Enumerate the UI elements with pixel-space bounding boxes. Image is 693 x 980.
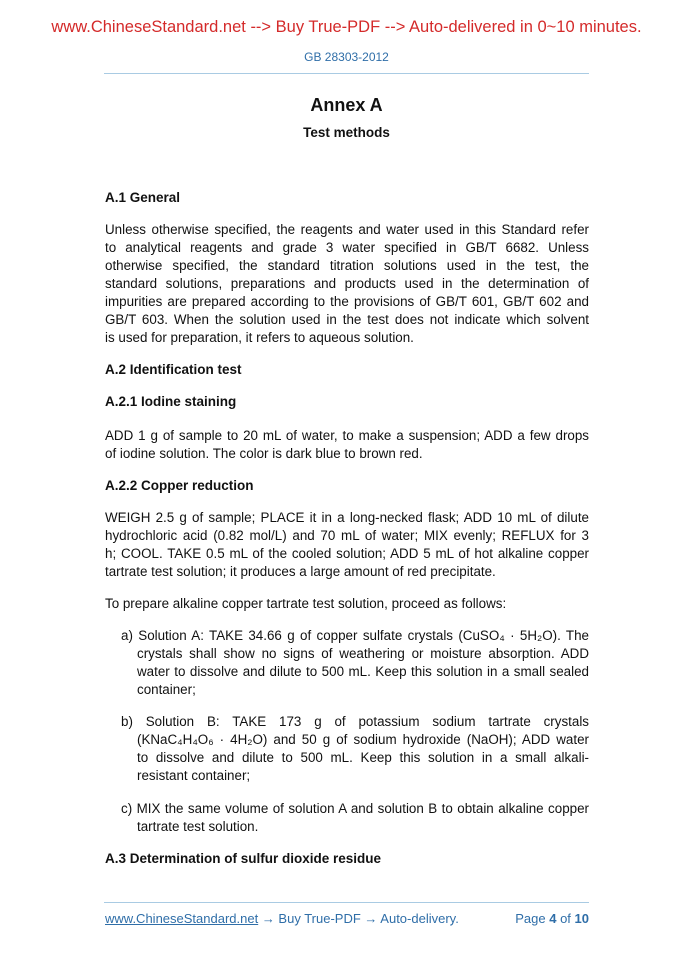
footer-divider — [104, 902, 589, 903]
page-current: 4 — [549, 911, 557, 926]
footer — [105, 911, 589, 926]
list-item-b — [121, 713, 589, 785]
paragraph-prepare — [105, 595, 589, 613]
footer-promo — [105, 911, 459, 926]
header-divider — [104, 73, 589, 74]
footer-tail: → Buy True-PDF → Auto-delivery. — [258, 911, 459, 926]
heading-a22: A.2.2 Copper reduction — [105, 478, 254, 493]
page-indicator — [515, 911, 589, 926]
text-line: GB/T 603. When the solution used in the test does not indicate which solvent — [105, 312, 589, 327]
heading-a21: A.2.1 Iodine staining — [105, 394, 237, 409]
annex-subtitle: Test methods — [303, 125, 390, 140]
text-line: to analytical reagents and grade 3 water specified in GB/T 6682. Unless — [105, 240, 589, 255]
text-line: container; — [137, 682, 196, 697]
heading-a1: A.1 General — [105, 190, 181, 205]
text-line: hydrochloric acid (0.82 mol/L) and 70 mL of water; MIX evenly; REFLUX for 3 — [105, 528, 589, 543]
paragraph-a22 — [105, 509, 589, 581]
text-line: tartrate test solution; it produces a large amount of red precipitate. — [105, 564, 496, 579]
text-line: otherwise specified, the standard titration solutions used in the test, the — [105, 258, 589, 273]
text-line: To prepare alkaline copper tartrate test solution, proceed as follows: — [105, 596, 507, 611]
promo-banner[interactable]: www.ChineseStandard.net --> Buy True-PDF --> Auto-delivered in 0~10 minutes. — [51, 18, 642, 36]
footer-link[interactable]: www.ChineseStandard.net — [105, 911, 259, 926]
text-line: crystals shall show no signs of weathering or moisture absorption. ADD — [137, 646, 589, 661]
text-line: is used for preparation, it refers to aqueous solution. — [105, 330, 414, 345]
text-line: h; COOL. TAKE 0.5 mL of the cooled solution; ADD 5 mL of hot alkaline copper — [105, 546, 589, 561]
text-line: to dissolve and dilute to 500 mL. Keep this solution in a small alkali- — [137, 750, 589, 765]
annex-title: Annex A — [310, 95, 383, 115]
text-line: tartrate test solution. — [137, 819, 259, 834]
paragraph-a1 — [105, 221, 589, 347]
of-label: of — [560, 911, 571, 926]
heading-a3: A.3 Determination of sulfur dioxide residue — [105, 851, 382, 866]
heading-a2: A.2 Identification test — [105, 362, 242, 377]
text-line: (KNaC₄H₄O₆ · 4H₂O) and 50 g of sodium hydroxide (NaOH); ADD water — [137, 732, 589, 747]
paragraph-a21 — [105, 427, 589, 463]
text-line: standard solutions, preparations and products used in the determination of — [105, 276, 589, 291]
text-line: of iodine solution. The color is dark blue to brown red. — [105, 446, 423, 461]
document-id: GB 28303-2012 — [304, 50, 389, 64]
text-line: ADD 1 g of sample to 20 mL of water, to make a suspension; ADD a few drops — [105, 428, 589, 443]
page-total: 10 — [574, 911, 589, 926]
list-item-a — [121, 627, 589, 699]
text-line: Unless otherwise specified, the reagents and water used in this Standard refer — [105, 222, 589, 237]
text-line: c) MIX the same volume of solution A and solution B to obtain alkaline copper — [121, 801, 589, 816]
text-line: impurities are prepared according to the provisions of GB/T 601, GB/T 602 and — [105, 294, 589, 309]
page-label: Page — [515, 911, 546, 926]
list-item-c — [121, 800, 589, 836]
text-line: a) Solution A: TAKE 34.66 g of copper sulfate crystals (CuSO₄ · 5H₂O). The — [121, 628, 589, 643]
text-line: WEIGH 2.5 g of sample; PLACE it in a long-necked flask; ADD 10 mL of dilute — [105, 510, 589, 525]
text-line: resistant container; — [137, 768, 251, 783]
text-line: b) Solution B: TAKE 173 g of potassium sodium tartrate crystals — [121, 714, 589, 729]
text-line: water to dissolve and dilute to 500 mL. Keep this solution in a small sealed — [137, 664, 589, 679]
